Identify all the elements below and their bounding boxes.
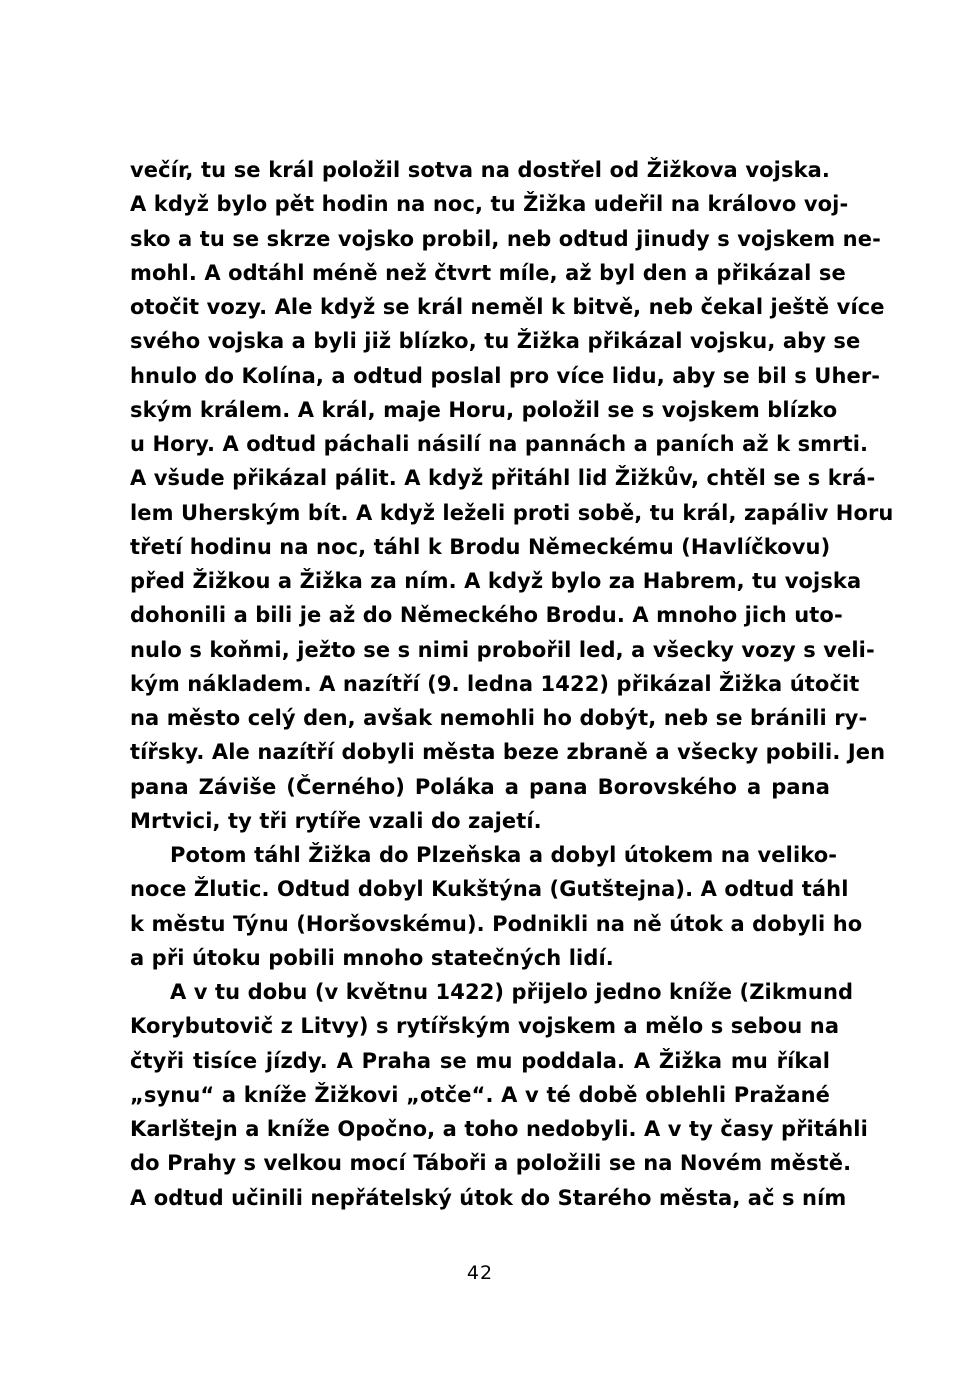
text-line-10: A všude přikázal pálit. A když přitáhl lid Žižkův, chtěl se s krá- (130, 466, 876, 490)
text-line-24: a při útoku pobili mnoho statečných lidí. (130, 946, 614, 970)
text-line-12: třetí hodinu na noc, táhl k Brodu Německému (Havlíčkovu) (130, 535, 831, 559)
text-line-23: k městu Týnu (Horšovskému). Podnikli na ně útok a dobyli ho (130, 912, 863, 936)
text-line-9: u Hory. A odtud páchali násilí na pannách a paních až k smrti. (130, 432, 869, 456)
text-line-8: ským králem. A král, maje Horu, položil se s vojskem blízko (130, 398, 838, 422)
text-line-4: mohl. A odtáhl méně než čtvrt míle, až byl den a přikázal se (130, 261, 846, 285)
page-number: 42 (466, 1262, 494, 1284)
text-line-7: hnulo do Kolína, a odtud poslal pro více lidu, aby se bil s Uher- (130, 364, 881, 388)
text-line-31: A odtud učinili nepřátelský útok do Starého města, ač s ním (130, 1186, 847, 1210)
text-line-18: tířsky. Ale nazítří dobyli města beze zbraně a všecky pobili. Jen (130, 740, 886, 764)
text-line-15: nulo s koňmi, ježto se s nimi probořil led, a všecky vozy s veli- (130, 638, 875, 662)
text-line-5: otočit vozy. Ale když se král neměl k bitvě, neb čekal ještě více (130, 295, 885, 319)
text-line-25: A v tu dobu (v květnu 1422) přijelo jedno kníže (Zikmund (170, 980, 854, 1004)
text-line-22: noce Žlutic. Odtud dobyl Kukštýna (Gutštejna). A odtud táhl (130, 877, 849, 901)
text-line-1: večír, tu se král položil sotva na dostřel od Žižkova vojska. (130, 158, 830, 182)
text-line-20: Mrtvici, ty tři rytíře vzali do zajetí. (130, 809, 542, 833)
text-line-6: svého vojska a byli již blízko, tu Žižka přikázal vojsku, aby se (130, 329, 861, 353)
text-line-14: dohonili a bili je až do Německého Brodu. A mnoho jich uto- (130, 603, 843, 627)
text-line-13: před Žižkou a Žižka za ním. A když bylo za Habrem, tu vojska (130, 569, 862, 593)
text-line-27: čtyři tisíce jízdy. A Praha se mu poddala. A Žižka mu říkal (130, 1049, 830, 1073)
text-line-19: pana Záviše (Černého) Poláka a pana Borovského a pana (130, 775, 830, 799)
text-line-2: A když bylo pět hodin na noc, tu Žižka udeřil na královo voj- (130, 192, 849, 216)
text-line-30: do Prahy s velkou mocí Táboři a položili se na Novém městě. (130, 1151, 852, 1175)
text-line-26: Korybutovič z Litvy) s rytířským vojskem a mělo s sebou na (130, 1014, 840, 1038)
text-line-16: kým nákladem. A nazítří (9. ledna 1422) přikázal Žižka útočit (130, 672, 860, 696)
text-line-28: „synu“ a kníže Žižkovi „otče“. A v té době oblehli Pražané (130, 1083, 830, 1107)
text-line-17: na město celý den, avšak nemohli ho dobýt, neb se bránili ry- (130, 706, 868, 730)
text-line-21: Potom táhl Žižka do Plzeňska a dobyl útokem na veliko- (170, 843, 838, 867)
text-line-3: sko a tu se skrze vojsko probil, neb odtud jinudy s vojskem ne- (130, 227, 881, 251)
text-line-11: lem Uherským bít. A když leželi proti sobě, tu král, zapáliv Horu (130, 501, 894, 525)
text-line-29: Karlštejn a kníže Opočno, a toho nedobyli. A v ty časy přitáhli (130, 1117, 868, 1141)
